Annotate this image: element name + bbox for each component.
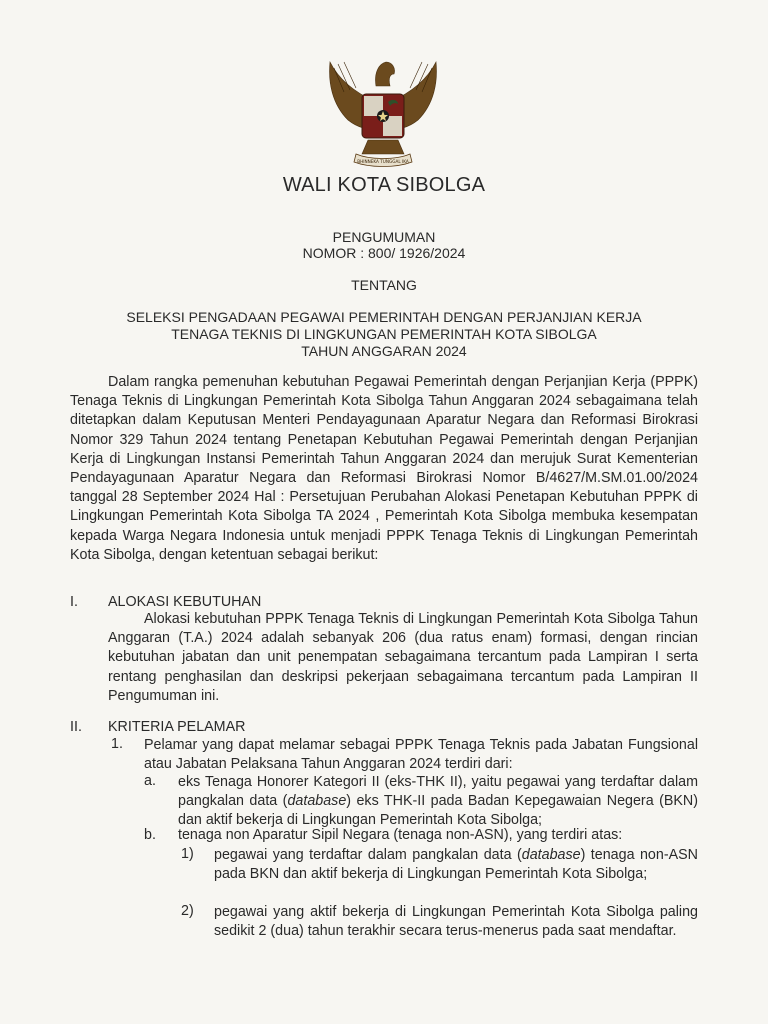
item-1a-text-after: ) eks THK-II pada Badan Kepegawaian Negera (BKN) dan aktif bekerja di Lingkungan Pemerintah Kota Sibolga; [178, 793, 698, 829]
section-2-number: II. [70, 719, 82, 735]
subject-line-2: TENAGA TEKNIS DI LINGKUNGAN PEMERINTAH KOTA SIBOLGA [171, 326, 597, 342]
announcement-label: PENGUMUMAN [332, 229, 436, 245]
item-1a-text-before: eks Tenaga Honorer Kategori II (eks-THK II), yaitu pegawai yang terdaftar dalam pangkalan data ( [178, 774, 698, 810]
item-1b-1-text-before: pegawai yang terdaftar dalam pangkalan data ( [214, 847, 522, 863]
intro-paragraph: Dalam rangka pemenuhan kebutuhan Pegawai Pemerintah dengan Perjanjian Kerja (PPPK) Tenaga Teknis di Lingkungan Pemerintah Kota Sibolga Tahun Anggaran 2024 sebagaimana telah ditetapkan dalam Keputusan Menteri Pendayagunaan Aparatur Negara dan Reformasi Birokrasi Nomor 329 Tahun 2024 tentang Penetapan Kebutuhan Pegawai Pemerintah dengan Perjanjian Kerja di Lingkungan Instansi Pemerintah Tahun Anggaran 2024 dan merujuk Surat Kementerian Pendayagunaan Aparatur Negara dan Reformasi Birokrasi Nomor B/4627/M.SM.01.00/2024 tanggal 28 September 2024 Hal : Persetujuan Perubahan Alokasi Penetapan Kebutuhan PPPK di Lingkungan Pemerintah Kota Sibolga TA 2024 , Pemerintah Kota Sibolga membuka kesempatan kepada Warga Negara Indonesia untuk menjadi PPPK Tenaga Teknis di Lingkungan Pemerintah Kota Sibolga, dengan ketentuan sebagai berikut: [70, 374, 698, 563]
item-1-text: Pelamar yang dapat melamar sebagai PPPK Tenaga Teknis pada Jabatan Fungsional atau Jabatan Pelaksana Tahun Anggaran 2024 terdiri dari: [144, 737, 698, 773]
item-1b-2-text: pegawai yang aktif bekerja di Lingkungan Pemerintah Kota Sibolga paling sedikit 2 (dua) tahun terakhir secara terus-menerus pada saat mendaftar. [214, 904, 698, 940]
announcement-number: NOMOR : 800/ 1926/2024 [302, 245, 466, 261]
item-1b-2-number: 2) [181, 903, 194, 919]
garuda-pancasila-emblem-icon [318, 42, 448, 168]
section-2-heading: KRITERIA PELAMAR [108, 719, 246, 735]
item-1a-label: a. [144, 773, 156, 789]
subject-line-3: TAHUN ANGGARAN 2024 [301, 343, 467, 359]
item-1b-1-italic: database [521, 847, 581, 863]
item-1a-text [178, 773, 698, 831]
svg-text:BHINNEKA TUNGGAL IKA: BHINNEKA TUNGGAL IKA [357, 159, 409, 164]
subject-line-1: SELEKSI PENGADAAN PEGAWAI PEMERINTAH DENGAN PERJANJIAN KERJA [126, 309, 642, 325]
announcement-about: TENTANG [351, 277, 417, 293]
section-1-text: Alokasi kebutuhan PPPK Tenaga Teknis di Lingkungan Pemerintah Kota Sibolga Tahun Anggaran (T.A.) 2024 adalah sebanyak 206 (dua ratus enam) formasi, dengan rincian kebutuhan jabatan dan unit penempatan sebagaimana tercantum pada Lampiran I serta rentang penghasilan dan deskripsi pekerjaan sebagaimana tercantum pada Lampiran II Pengumuman ini. [108, 611, 698, 704]
office-title: WALI KOTA SIBOLGA [282, 174, 486, 196]
item-1b-1-text-after: ) tenaga non-ASN pada BKN dan aktif bekerja di Lingkungan Pemerintah Kota Sibolga; [214, 847, 698, 883]
item-1b-1-number: 1) [181, 846, 194, 862]
item-1b-1-text [214, 846, 698, 884]
item-1b-text: tenaga non Aparatur Sipil Negara (tenaga non-ASN), yang terdiri atas: [178, 827, 623, 843]
section-1-heading: ALOKASI KEBUTUHAN [108, 594, 262, 610]
section-1-number: I. [70, 594, 78, 610]
item-1b-label: b. [144, 827, 156, 843]
item-1a-italic: database [287, 793, 347, 810]
item-1-number: 1. [111, 736, 123, 752]
